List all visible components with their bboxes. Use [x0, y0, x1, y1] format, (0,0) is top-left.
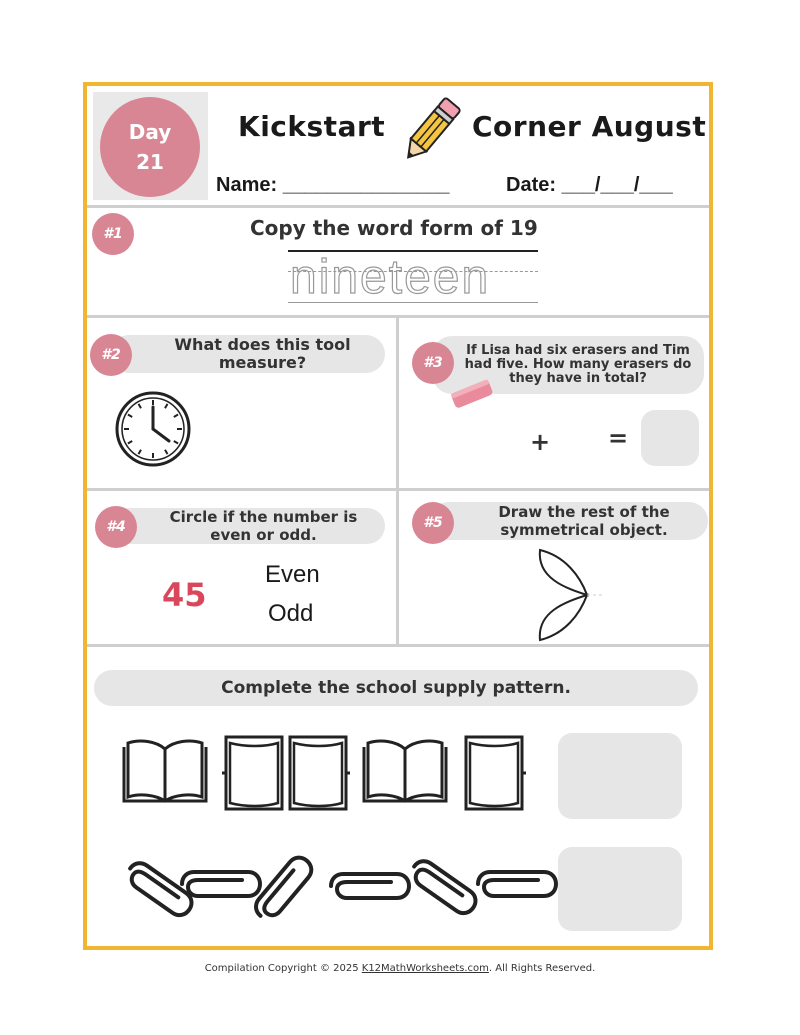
paperclip-pattern-answer-box[interactable] [558, 847, 682, 931]
open-book-icon [120, 735, 210, 807]
footer-text-end: . All Rights Reserved. [488, 963, 596, 974]
eraser-icon [448, 378, 496, 410]
name-field[interactable]: Name: _______________ [216, 174, 450, 196]
standing-book-icon [460, 733, 528, 813]
q2-prompt-pill [110, 335, 385, 373]
footer [0, 963, 800, 974]
pencil-icon [395, 94, 470, 164]
q4-number: 45 [162, 576, 207, 614]
q5-prompt-pill [430, 502, 708, 540]
divider [87, 644, 709, 647]
plus-sign: + [530, 428, 551, 456]
paperclip-icon [472, 864, 558, 904]
title-right: Corner August [472, 110, 707, 143]
footer-link[interactable]: K12MathWorksheets.com [361, 963, 489, 974]
day-badge [100, 97, 200, 197]
divider [396, 318, 399, 644]
half-leaf-shape[interactable] [525, 548, 615, 643]
standing-book-icon [284, 733, 352, 813]
paperclip-icon [325, 866, 411, 906]
question-badge: #2 [90, 334, 132, 376]
option-even[interactable]: Even [265, 561, 320, 588]
trace-word: nineteen [290, 251, 491, 304]
divider [87, 205, 709, 208]
q2-prompt: What does this tool measure? [174, 335, 351, 372]
equals-sign: = [608, 424, 629, 452]
question-badge: #1 [92, 213, 134, 255]
paperclip-icon [402, 856, 482, 916]
q5-prompt: Draw the rest of the symmetrical object. [498, 503, 670, 539]
clock-icon [114, 390, 192, 468]
paperclip-icon [248, 854, 318, 924]
q6-prompt: Complete the school supply pattern. [221, 678, 571, 698]
q1-prompt: Copy the word form of 19 [250, 216, 538, 240]
title-left: Kickstart [238, 110, 386, 143]
question-badge: #4 [95, 506, 137, 548]
question-badge: #3 [412, 342, 454, 384]
date-field[interactable]: Date: ___/___/___ [506, 174, 673, 196]
q3-answer-box[interactable] [641, 410, 699, 466]
day-number: 21 [136, 150, 164, 174]
option-odd[interactable]: Odd [268, 600, 314, 627]
q3-prompt: If Lisa had six erasers and Tim had five. How many erasers do they have in total? [464, 343, 692, 386]
q6-prompt-pill [94, 670, 698, 706]
question-badge: #5 [412, 502, 454, 544]
standing-book-icon [220, 733, 288, 813]
day-label: Day [128, 120, 172, 144]
footer-text: Compilation Copyright © 2025 [204, 963, 362, 974]
open-book-icon [360, 735, 450, 807]
q4-prompt: Circle if the number is even or odd. [169, 508, 358, 544]
book-pattern-answer-box[interactable] [558, 733, 682, 819]
q4-prompt-pill [112, 508, 385, 544]
